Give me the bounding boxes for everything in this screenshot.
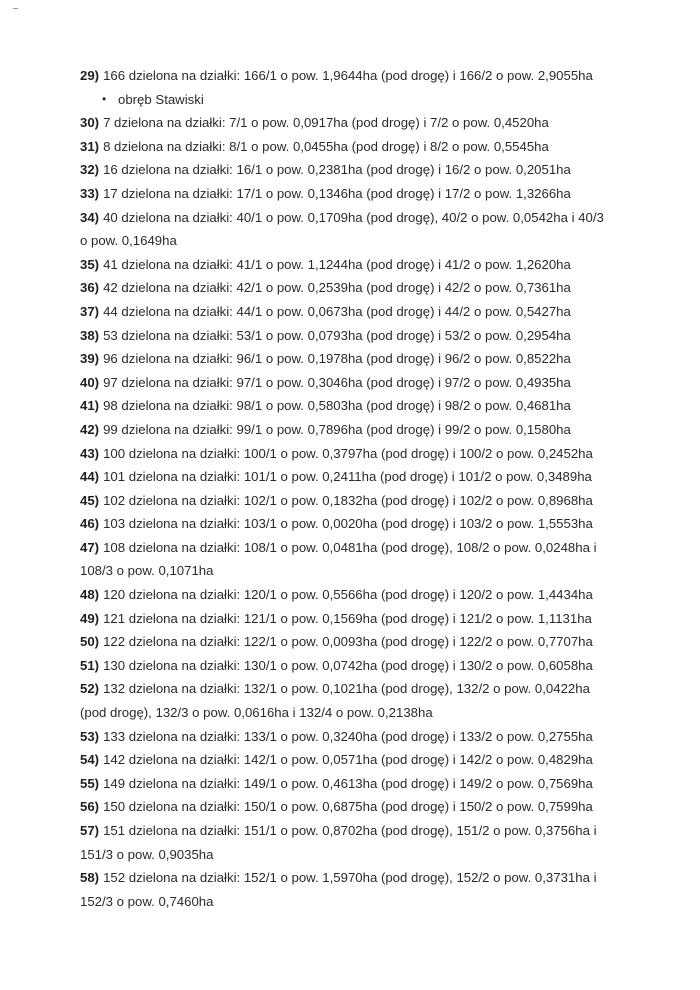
item-number: 44) — [80, 469, 100, 485]
bullet-icon: • — [102, 91, 107, 106]
list-item — [80, 583, 640, 607]
list-item — [80, 512, 640, 536]
list-item — [80, 536, 640, 583]
item-number: 29) — [80, 68, 100, 83]
list-item — [80, 253, 640, 277]
item-text: 121 dzielona na działki: 121/1 o pow. 0,1569ha (pod drogę) i 121/2 o pow. 1,1131ha — [103, 610, 592, 626]
list-item — [80, 866, 640, 913]
item-number: 38) — [80, 327, 100, 343]
item-number: 39) — [80, 351, 100, 367]
list-item — [80, 442, 640, 466]
item-number: 52) — [80, 681, 100, 697]
list-item — [80, 677, 640, 724]
list-item — [80, 206, 640, 253]
item-text: 149 dzielona na działki: 149/1 o pow. 0,4613ha (pod drogę) i 149/2 o pow. 0,7569ha — [103, 775, 593, 791]
item-number: 42) — [80, 421, 100, 437]
item-number: 49) — [80, 610, 100, 626]
list-item — [80, 795, 640, 819]
list-item — [80, 111, 640, 135]
item-number: 53) — [80, 728, 100, 744]
list-item — [80, 135, 640, 159]
item-text: 132 dzielona na działki: 132/1 o pow. 0,1021ha (pod drogę), 132/2 o pow. 0,0422ha — [103, 681, 590, 697]
item-text-continuation: 108/3 o pow. 0,1071ha — [80, 563, 214, 579]
subheading-text: obręb Stawiski — [118, 91, 204, 107]
list-item — [80, 64, 640, 88]
item-number: 41) — [80, 398, 100, 414]
item-number: 43) — [80, 445, 100, 461]
list-item — [80, 465, 640, 489]
item-text: 152 dzielona na działki: 152/1 o pow. 1,5970ha (pod drogę), 152/2 o pow. 0,3731ha i — [103, 870, 597, 886]
list-item — [80, 725, 640, 749]
item-number: 55) — [80, 775, 100, 791]
item-text: 101 dzielona na działki: 101/1 o pow. 0,2411ha (pod drogę) i 101/2 o pow. 0,3489ha — [103, 469, 592, 485]
item-number: 45) — [80, 492, 100, 508]
item-number: 54) — [80, 752, 100, 768]
item-text: 122 dzielona na działki: 122/1 o pow. 0,0093ha (pod drogę) i 122/2 o pow. 0,7707ha — [103, 634, 593, 650]
parcel-list-section-a — [80, 64, 640, 88]
item-text: 53 dzielona na działki: 53/1 o pow. 0,0793ha (pod drogę) i 53/2 o pow. 0,2954ha — [103, 327, 571, 343]
item-number: 46) — [80, 516, 100, 532]
item-number: 58) — [80, 870, 100, 886]
item-number: 47) — [80, 539, 100, 555]
item-text-continuation: (pod drogę), 132/3 o pow. 0,0616ha i 132/4 o pow. 0,2138ha — [80, 705, 433, 721]
item-text-continuation: 152/3 o pow. 0,7460ha — [80, 893, 214, 909]
scan-mark — [13, 8, 18, 9]
item-number: 36) — [80, 280, 100, 296]
item-number: 34) — [80, 209, 100, 225]
item-text: 133 dzielona na działki: 133/1 o pow. 0,3240ha (pod drogę) i 133/2 o pow. 0,2755ha — [103, 728, 593, 744]
list-item — [80, 371, 640, 395]
list-item — [80, 347, 640, 371]
item-number: 51) — [80, 657, 100, 673]
item-number: 31) — [80, 138, 100, 154]
item-number: 56) — [80, 799, 100, 815]
item-number: 30) — [80, 115, 100, 131]
item-number: 57) — [80, 823, 100, 838]
item-text: 44 dzielona na działki: 44/1 o pow. 0,0673ha (pod drogę) i 44/2 o pow. 0,5427ha — [103, 303, 571, 319]
item-text: 42 dzielona na działki: 42/1 o pow. 0,2539ha (pod drogę) i 42/2 o pow. 0,7361ha — [103, 280, 571, 296]
item-text: 99 dzielona na działki: 99/1 o pow. 0,7896ha (pod drogę) i 99/2 o pow. 0,1580ha — [103, 421, 571, 437]
list-item — [80, 489, 640, 513]
item-text: 150 dzielona na działki: 150/1 o pow. 0,6875ha (pod drogę) i 150/2 o pow. 0,7599ha — [103, 799, 593, 815]
list-item — [80, 748, 640, 772]
item-text: 7 dzielona na działki: 7/1 o pow. 0,0917ha (pod drogę) i 7/2 o pow. 0,4520ha — [103, 115, 549, 131]
item-text: 166 dzielona na działki: 166/1 o pow. 1,9644ha (pod drogę) i 166/2 o pow. 2,9055ha — [103, 68, 593, 83]
item-number: 32) — [80, 162, 100, 178]
item-number: 33) — [80, 185, 100, 201]
list-item — [80, 394, 640, 418]
item-number: 40) — [80, 374, 100, 390]
item-text: 98 dzielona na działki: 98/1 o pow. 0,5803ha (pod drogę) i 98/2 o pow. 0,4681ha — [103, 398, 571, 414]
list-item — [80, 772, 640, 796]
list-item — [80, 276, 640, 300]
parcel-list-section-b — [80, 111, 640, 913]
list-item — [80, 607, 640, 631]
item-text: 142 dzielona na działki: 142/1 o pow. 0,0571ha (pod drogę) i 142/2 o pow. 0,4829ha — [103, 752, 593, 768]
list-item — [80, 324, 640, 348]
parcel-list — [80, 64, 640, 913]
item-text: 97 dzielona na działki: 97/1 o pow. 0,3046ha (pod drogę) i 97/2 o pow. 0,4935ha — [103, 374, 571, 390]
item-text: 41 dzielona na działki: 41/1 o pow. 1,1244ha (pod drogę) i 41/2 o pow. 1,2620ha — [103, 256, 571, 272]
item-number: 35) — [80, 256, 100, 272]
section-subheading — [80, 88, 640, 112]
item-number: 48) — [80, 587, 100, 603]
list-item — [80, 819, 640, 866]
item-text: 130 dzielona na działki: 130/1 o pow. 0,0742ha (pod drogę) i 130/2 o pow. 0,6058ha — [103, 657, 593, 673]
list-item — [80, 630, 640, 654]
item-number: 50) — [80, 634, 100, 650]
list-item — [80, 418, 640, 442]
list-item — [80, 158, 640, 182]
item-text: 151 dzielona na działki: 151/1 o pow. 0,8702ha (pod drogę), 151/2 o pow. 0,3756ha i — [103, 823, 597, 838]
item-text: 96 dzielona na działki: 96/1 o pow. 0,1978ha (pod drogę) i 96/2 o pow. 0,8522ha — [103, 351, 571, 367]
list-item — [80, 300, 640, 324]
list-item — [80, 654, 640, 678]
item-text: 17 dzielona na działki: 17/1 o pow. 0,1346ha (pod drogę) i 17/2 o pow. 1,3266ha — [103, 185, 571, 201]
item-text: 108 dzielona na działki: 108/1 o pow. 0,0481ha (pod drogę), 108/2 o pow. 0,0248ha i — [103, 539, 597, 555]
item-text: 40 dzielona na działki: 40/1 o pow. 0,1709ha (pod drogę), 40/2 o pow. 0,0542ha i 40/3 — [103, 209, 604, 225]
item-text: 16 dzielona na działki: 16/1 o pow. 0,2381ha (pod drogę) i 16/2 o pow. 0,2051ha — [103, 162, 571, 178]
item-text-continuation: 151/3 o pow. 0,9035ha — [80, 846, 214, 862]
item-text: 103 dzielona na działki: 103/1 o pow. 0,0020ha (pod drogę) i 103/2 o pow. 1,5553ha — [103, 516, 593, 532]
item-text: 100 dzielona na działki: 100/1 o pow. 0,3797ha (pod drogę) i 100/2 o pow. 0,2452ha — [103, 445, 593, 461]
item-text: 102 dzielona na działki: 102/1 o pow. 0,1832ha (pod drogę) i 102/2 o pow. 0,8968ha — [103, 492, 593, 508]
item-text: 8 dzielona na działki: 8/1 o pow. 0,0455ha (pod drogę) i 8/2 o pow. 0,5545ha — [103, 138, 549, 154]
item-number: 37) — [80, 303, 100, 319]
list-item — [80, 182, 640, 206]
item-text-continuation: o pow. 0,1649ha — [80, 233, 177, 249]
item-text: 120 dzielona na działki: 120/1 o pow. 0,5566ha (pod drogę) i 120/2 o pow. 1,4434ha — [103, 587, 593, 603]
